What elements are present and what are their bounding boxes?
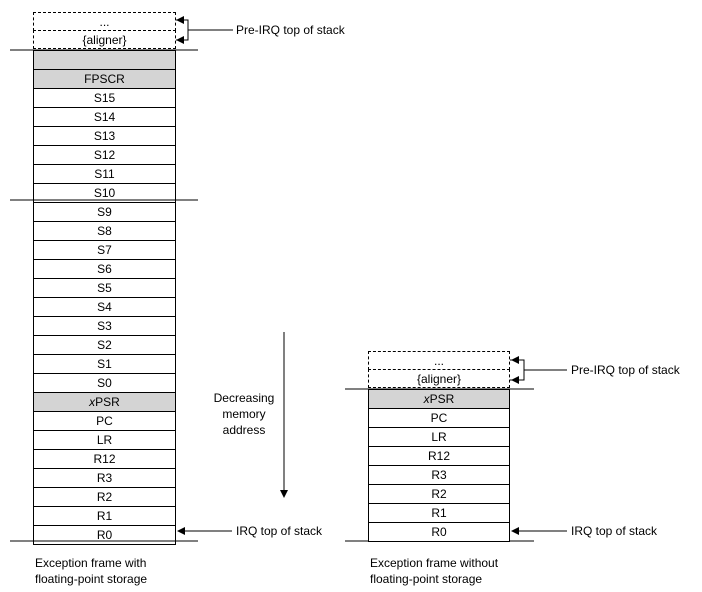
right-stack-register-cell: R12 bbox=[368, 446, 510, 466]
left-stack-register-cell: R12 bbox=[33, 449, 176, 469]
right-stack-register-cell bbox=[368, 389, 510, 409]
left-pre-irq-label: Pre-IRQ top of stack bbox=[236, 23, 345, 37]
left-stack-register-cell: S10 bbox=[33, 183, 176, 203]
register-prefix: x bbox=[89, 395, 96, 409]
left-stack-register-cell: R2 bbox=[33, 487, 176, 507]
left-stack-register-cell: S4 bbox=[33, 297, 176, 317]
left-stack-register-cell: PC bbox=[33, 411, 176, 431]
right-caption-line2: floating-point storage bbox=[370, 572, 483, 586]
right-stack-register-cell: LR bbox=[368, 427, 510, 447]
right-stack-dashed-cell: ... bbox=[368, 351, 510, 370]
left-stack-register-cell: S2 bbox=[33, 335, 176, 355]
left-stack-register-cell: S3 bbox=[33, 316, 176, 336]
left-stack-register-cell: S5 bbox=[33, 278, 176, 298]
left-stack-register-cell: S6 bbox=[33, 259, 176, 279]
right-stack-register-cell: R1 bbox=[368, 503, 510, 523]
left-stack-register-cell: S8 bbox=[33, 221, 176, 241]
left-stack-register-cell: S13 bbox=[33, 126, 176, 146]
direction-line1: Decreasing bbox=[213, 391, 275, 405]
left-pre-irq-bracket bbox=[176, 20, 188, 40]
left-stack-register-cell: S12 bbox=[33, 145, 176, 165]
left-stack-register-cell: S15 bbox=[33, 88, 176, 108]
left-stack-register-cell: LR bbox=[33, 430, 176, 450]
direction-line2: memory bbox=[222, 407, 266, 421]
right-pre-irq-label: Pre-IRQ top of stack bbox=[571, 363, 680, 377]
left-stack-register-cell: FPSCR bbox=[33, 69, 176, 89]
right-caption bbox=[370, 555, 498, 587]
left-stack-register-cell: S7 bbox=[33, 240, 176, 260]
left-stack-register-cell: S0 bbox=[33, 373, 176, 393]
direction-label bbox=[200, 390, 288, 438]
right-stack-dashed-cell: {aligner} bbox=[368, 369, 510, 388]
right-stack-register-cell: R0 bbox=[368, 522, 510, 542]
left-caption-line1: Exception frame with bbox=[35, 556, 147, 570]
left-stack-register-cell: R3 bbox=[33, 468, 176, 488]
left-stack-register-cell: S9 bbox=[33, 202, 176, 222]
left-caption-line2: floating-point storage bbox=[35, 572, 148, 586]
left-irq-label: IRQ top of stack bbox=[236, 524, 323, 538]
register-label: PSR bbox=[429, 392, 455, 406]
register-prefix: x bbox=[423, 392, 430, 406]
right-irq-label: IRQ top of stack bbox=[571, 524, 658, 538]
left-caption bbox=[35, 555, 147, 587]
left-stack-register-cell: S11 bbox=[33, 164, 176, 184]
right-stack-register-cell: R2 bbox=[368, 484, 510, 504]
right-pre-irq-bracket bbox=[510, 360, 524, 380]
right-stack-register-cell: PC bbox=[368, 408, 510, 428]
left-stack-register-cell: S1 bbox=[33, 354, 176, 374]
direction-line3: address bbox=[222, 423, 266, 437]
right-caption-line1: Exception frame without bbox=[370, 556, 499, 570]
left-stack-register-cell: R0 bbox=[33, 525, 176, 545]
left-stack-register-cell: R1 bbox=[33, 506, 176, 526]
register-label: PSR bbox=[95, 395, 120, 409]
left-stack-register-cell: S14 bbox=[33, 107, 176, 127]
left-stack-dashed-cell: {aligner} bbox=[33, 30, 176, 49]
right-stack-register-cell: R3 bbox=[368, 465, 510, 485]
left-stack-dashed-cell: ... bbox=[33, 12, 176, 31]
